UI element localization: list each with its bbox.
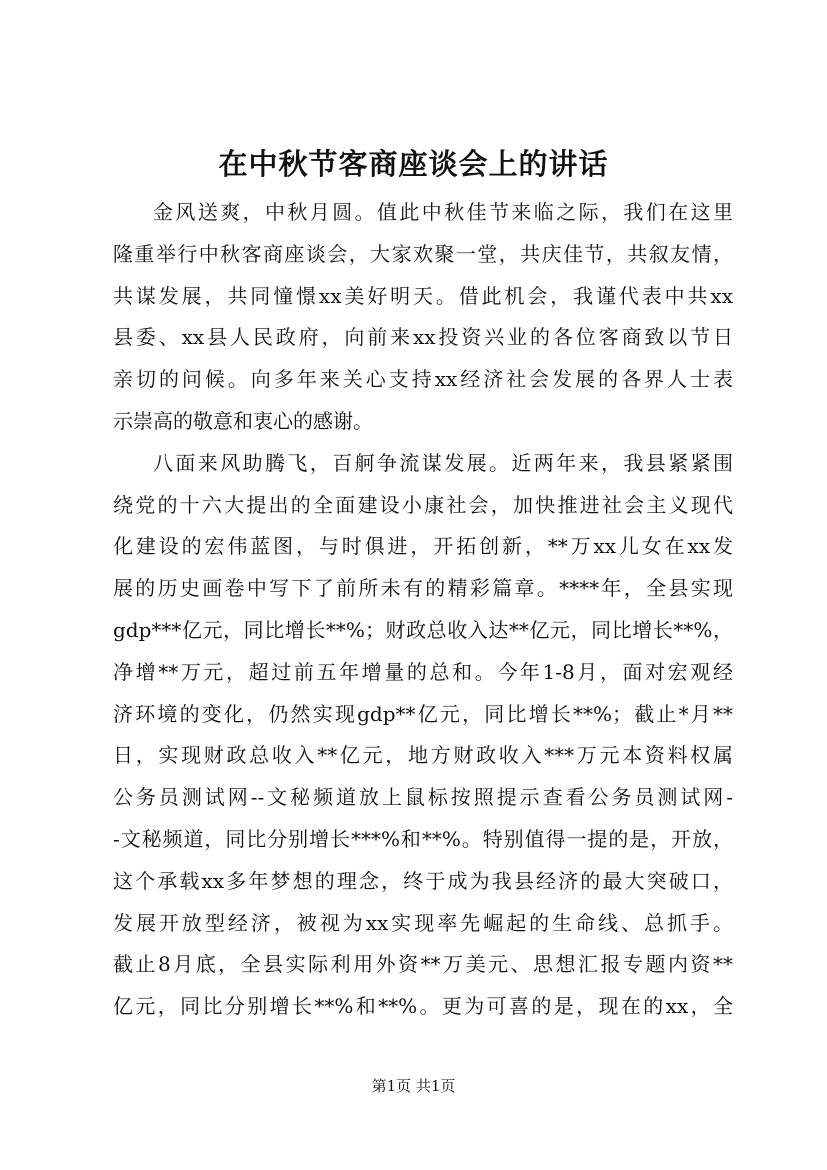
paragraph-line: 化建设的宏伟蓝图，与时俱进，开拓创新，**万xx儿女在xx发 bbox=[113, 534, 733, 559]
paragraph-2 bbox=[113, 443, 733, 1028]
document-title: 在中秋节客商座谈会上的讲话 bbox=[218, 147, 609, 181]
paragraph-line: 这个承载xx多年梦想的理念，终于成为我县经济的最大突破口， bbox=[113, 868, 733, 893]
paragraph-line: 发展开放型经济，被视为xx实现率先崛起的生命线、总抓手。 bbox=[113, 910, 733, 935]
paragraph-line: 共谋发展，共同憧憬xx美好明天。借此机会，我谨代表中共xx bbox=[113, 283, 733, 308]
paragraph-line: 隆重举行中秋客商座谈会，大家欢聚一堂，共庆佳节，共叙友情， bbox=[113, 241, 733, 266]
paragraph-line: 济环境的变化，仍然实现gdp**亿元，同比增长**%；截止*月** bbox=[113, 701, 733, 726]
document-body bbox=[113, 192, 733, 1028]
paragraph-line: 绕党的十六大提出的全面建设小康社会，加快推进社会主义现代 bbox=[113, 492, 733, 517]
paragraph-line: 县委、xx县人民政府，向前来xx投资兴业的各位客商致以节日 bbox=[113, 325, 733, 350]
paragraph-line: 展的历史画卷中写下了前所未有的精彩篇章。****年，全县实现 bbox=[113, 576, 733, 601]
paragraph-line: gdp***亿元，同比增长**%；财政总收入达**亿元，同比增长**%， bbox=[113, 617, 733, 642]
paragraph-line: 八面来风助腾飞，百舸争流谋发展。近两年来，我县紧紧围 bbox=[153, 450, 733, 475]
paragraph-line: 日，实现财政总收入**亿元，地方财政收入***万元本资料权属 bbox=[113, 743, 733, 768]
paragraph-line: 净增**万元，超过前五年增量的总和。今年1-8月，面对宏观经 bbox=[113, 659, 733, 684]
paragraph-line: 亿元，同比分别增长**%和**%。更为可喜的是，现在的xx，全 bbox=[113, 994, 733, 1019]
paragraph-line: 金风送爽，中秋月圆。值此中秋佳节来临之际，我们在这里 bbox=[153, 200, 733, 224]
page-footer: 第1页 共1页 bbox=[371, 1077, 456, 1095]
paragraph-line: -文秘频道，同比分别增长***%和**%。特别值得一提的是，开放， bbox=[113, 826, 733, 851]
paragraph-line: 截止8月底，全县实际利用外资**万美元、思想汇报专题内资** bbox=[113, 952, 733, 977]
paragraph-line: 亲切的问候。向多年来关心支持xx经济社会发展的各界人士表 bbox=[113, 367, 733, 392]
paragraph-1 bbox=[113, 192, 733, 443]
paragraph-line: 示崇高的敬意和衷心的感谢。 bbox=[113, 408, 373, 433]
paragraph-line: 公务员测试网--文秘频道放上鼠标按照提示查看公务员测试网- bbox=[113, 785, 733, 810]
